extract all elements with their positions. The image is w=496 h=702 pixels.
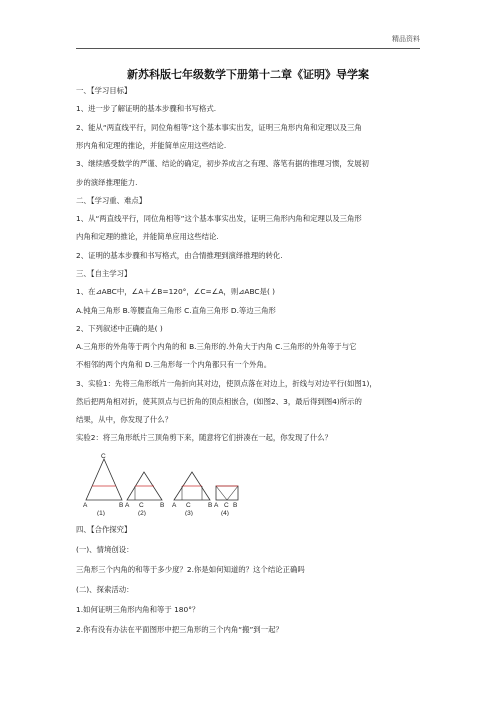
vertex-label: B xyxy=(208,502,213,509)
question-options: 不相邻的两个内角和 D.三角形每一个内角都只有一个外角。 xyxy=(76,360,272,369)
vertex-label: C xyxy=(101,453,106,460)
text-line: 内角和定理的推论，并能简单应用这些结论. xyxy=(76,232,219,241)
section-heading: 二、【学习重、难点】 xyxy=(76,196,147,205)
header-tag: 精品资料 xyxy=(392,35,420,43)
text-line: 2、证明的基本步骤和书写格式，由合情推理到演绎推理的转化. xyxy=(76,251,283,260)
vertex-label: C xyxy=(224,502,229,509)
text-line: 1、进一步了解证明的基本步骤和书写格式. xyxy=(76,104,217,113)
section-heading: 四、【合作探究】 xyxy=(76,525,132,534)
text-line: 2、能从“两直线平行，同位角相等”这个基本事实出发，证明三角形内角和定理以及三角 xyxy=(76,123,362,132)
document-title: 新苏科版七年级数学下册第十二章《证明》导学案 xyxy=(127,68,369,81)
text-line: 3、继续感受数学的严谨、结论的确定，初步养成言之有理、落笔有据的推理习惯，发展初 xyxy=(76,159,369,168)
text-line: 然后把两角相对折，使其顶点与已折角的顶点相嵌合，(如图2、3，最后得到图4)所示的 xyxy=(76,397,362,406)
vertex-label: A xyxy=(172,502,177,509)
text-line: 形内角和定理的推论，并能简单应用这些结论. xyxy=(76,141,227,150)
text-line: 实验2：将三角形纸片三顶角剪下来，随意将它们拼凑在一起，你发现了什么？ xyxy=(76,433,332,442)
triangle-folding-figure xyxy=(82,452,252,516)
vertex-label: B xyxy=(119,502,124,509)
vertex-label: A xyxy=(214,502,219,509)
vertex-label: A xyxy=(125,502,130,509)
question-line: 1、在⊿ABC中，∠A＋∠B=120°，∠C=∠A，则⊿ABC是( ) xyxy=(76,287,276,296)
figure-caption: (3) xyxy=(185,510,193,516)
fold-line xyxy=(227,486,238,500)
text-line: 2.你有没有办法在平面图形中把三角形的三个内角“搬”到一起？ xyxy=(76,625,283,634)
vertex-label: A xyxy=(83,502,88,509)
text-line: 3、实验1：先将三角形纸片一角折向其对边，使顶点落在对边上，折线与对边平行(如图1)， xyxy=(76,379,377,388)
text-line: 三角形三个内角的和等于多少度？2.你是如何知道的？这个结论正确吗 xyxy=(76,565,305,574)
rectangle-fig4 xyxy=(216,486,238,500)
subsection-heading: (一)、情境创设： xyxy=(76,545,134,554)
text-line: 1、从“两直线平行，同位角相等”这个基本事实出发，证明三角形内角和定理以及三角形 xyxy=(76,214,362,223)
text-line: 1.如何证明三角形内角和等于 180°？ xyxy=(76,605,200,614)
question-line: 2、下列叙述中正确的是( ) xyxy=(76,324,163,333)
vertex-label: C xyxy=(186,502,191,509)
text-line: 步的演绎推理能力. xyxy=(76,178,138,187)
figure-caption: (1) xyxy=(97,510,105,516)
figure-caption: (4) xyxy=(221,510,229,516)
fold-line xyxy=(216,486,227,500)
vertex-label: B xyxy=(160,502,165,509)
text-line: 结果，从中，你发现了什么？ xyxy=(76,415,173,424)
section-heading: 三、【自主学习】 xyxy=(76,269,132,278)
page-header xyxy=(76,35,420,49)
subsection-heading: (二)、探索活动： xyxy=(76,585,134,594)
question-options: A.钝角三角形 B.等腰直角三角形 C.直角三角形 D.等边三角形 xyxy=(76,306,276,315)
question-options: A.三角形的外角等于两个内角的和 B.三角形的.外角大于内角 C.三角形的外角等于与它 xyxy=(76,342,357,351)
section-heading: 一、【学习目标】 xyxy=(76,86,132,95)
vertex-label: B xyxy=(233,502,238,509)
triangle-fig1 xyxy=(86,459,122,500)
figure-caption: (2) xyxy=(138,510,146,516)
vertex-label: C xyxy=(139,502,144,509)
